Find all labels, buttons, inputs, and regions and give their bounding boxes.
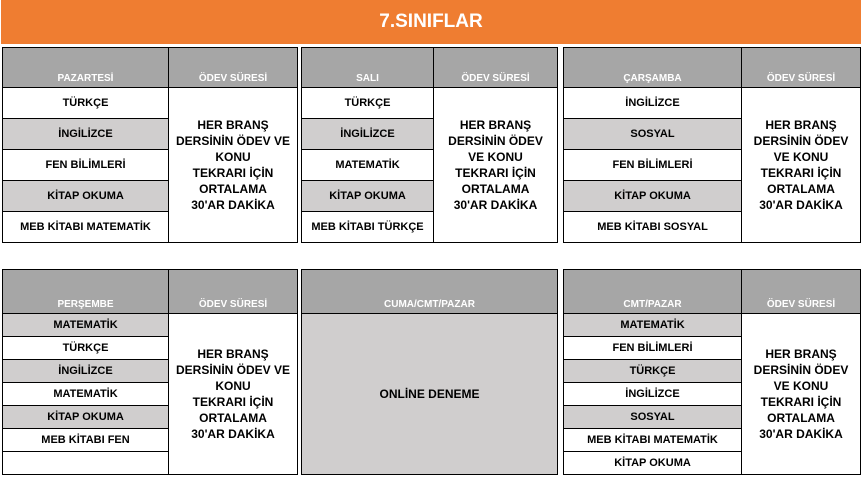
subject-cell: KİTAP OKUMA: [302, 181, 434, 212]
duration-header: ÖDEV SÜRESİ: [169, 48, 298, 88]
subject-cell: [3, 452, 169, 475]
homework-note: [742, 88, 861, 243]
day-header: CUMA/CMT/PAZAR: [302, 270, 558, 314]
note-line: DERSİNİN ÖDEV: [753, 134, 849, 148]
note-line: 30'AR DAKİKA: [453, 198, 538, 212]
homework-note: [434, 88, 558, 243]
note-line: DERSİNİN ÖDEV VE: [175, 134, 291, 148]
subject-cell: KİTAP OKUMA: [564, 452, 742, 475]
note-line: 30'AR DAKİKA: [191, 198, 275, 212]
subject-cell: FEN BİLİMLERİ: [564, 150, 742, 181]
schedule-thursday: [2, 269, 298, 475]
note-line: VE KONU: [773, 150, 829, 164]
duration-header: ÖDEV SÜRESİ: [169, 270, 298, 314]
duration-header: ÖDEV SÜRESİ: [742, 270, 861, 314]
day-header: ÇARŞAMBA: [564, 48, 742, 88]
note-line: HER BRANŞ: [765, 118, 837, 132]
subject-cell: İNGİLİZCE: [3, 119, 169, 150]
subject-cell: MATEMATİK: [3, 383, 169, 406]
subject-cell: İNGİLİZCE: [302, 119, 434, 150]
note-line: DERSİNİN ÖDEV VE: [175, 363, 291, 377]
schedule-wednesday: [563, 47, 861, 243]
note-line: ORTALAMA: [199, 182, 267, 196]
homework-note: [169, 88, 298, 243]
note-line: VE KONU: [468, 150, 523, 164]
subject-cell: MATEMATİK: [3, 314, 169, 337]
subject-cell: MEB KİTABI SOSYAL: [564, 212, 742, 243]
subject-cell: FEN BİLİMLERİ: [3, 150, 169, 181]
note-line: TEKRARI İÇİN: [455, 166, 536, 180]
subject-cell: MATEMATİK: [302, 150, 434, 181]
schedule-monday: [2, 47, 298, 243]
subject-cell: MATEMATİK: [564, 314, 742, 337]
subject-cell: FEN BİLİMLERİ: [564, 337, 742, 360]
duration-header: ÖDEV SÜRESİ: [742, 48, 861, 88]
subject-cell: İNGİLİZCE: [564, 88, 742, 119]
subject-cell: TÜRKÇE: [3, 337, 169, 360]
day-header: CMT/PAZAR: [564, 270, 742, 314]
note-line: ORTALAMA: [767, 411, 835, 425]
subject-cell: MEB KİTABI TÜRKÇE: [302, 212, 434, 243]
subject-cell: KİTAP OKUMA: [3, 181, 169, 212]
page-title: 7.SINIFLAR: [1, 0, 861, 44]
duration-header: ÖDEV SÜRESİ: [434, 48, 558, 88]
note-line: TEKRARI İÇİN: [192, 166, 274, 180]
schedule-friday-weekend: [301, 269, 558, 475]
note-line: ORTALAMA: [767, 182, 835, 196]
note-line: KONU: [215, 379, 251, 393]
day-header: SALI: [302, 48, 434, 88]
note-line: TEKRARI İÇİN: [192, 395, 274, 409]
note-line: HER BRANŞ: [459, 118, 532, 132]
subject-cell: SOSYAL: [564, 406, 742, 429]
homework-note: [742, 314, 861, 475]
subject-cell: KİTAP OKUMA: [3, 406, 169, 429]
subject-cell: İNGİLİZCE: [564, 383, 742, 406]
subject-cell: İNGİLİZCE: [3, 360, 169, 383]
schedule-tuesday: [301, 47, 558, 243]
note-line: 30'AR DAKİKA: [759, 198, 843, 212]
subject-cell: SOSYAL: [564, 119, 742, 150]
homework-note: [169, 314, 298, 475]
note-line: 30'AR DAKİKA: [191, 427, 275, 441]
subject-cell: MEB KİTABI FEN: [3, 429, 169, 452]
online-exam-cell: ONLİNE DENEME: [302, 314, 558, 475]
day-header: PERŞEMBE: [3, 270, 169, 314]
note-line: ORTALAMA: [461, 182, 530, 196]
note-line: DERSİNİN ÖDEV: [753, 363, 849, 377]
subject-cell: TÜRKÇE: [564, 360, 742, 383]
note-line: HER BRANŞ: [197, 118, 269, 132]
subject-cell: KİTAP OKUMA: [564, 181, 742, 212]
note-line: KONU: [215, 150, 251, 164]
note-line: ORTALAMA: [199, 411, 267, 425]
note-line: DERSİNİN ÖDEV: [448, 134, 543, 148]
subject-cell: TÜRKÇE: [3, 88, 169, 119]
day-header: PAZARTESİ: [3, 48, 169, 88]
subject-cell: MEB KİTABI MATEMATİK: [564, 429, 742, 452]
schedule-weekend: [563, 269, 861, 475]
note-line: VE KONU: [773, 379, 829, 393]
note-line: TEKRARI İÇİN: [760, 395, 842, 409]
subject-cell: MEB KİTABI MATEMATİK: [3, 212, 169, 243]
note-line: 30'AR DAKİKA: [759, 427, 843, 441]
note-line: HER BRANŞ: [765, 347, 837, 361]
note-line: TEKRARI İÇİN: [760, 166, 842, 180]
note-line: HER BRANŞ: [197, 347, 269, 361]
subject-cell: TÜRKÇE: [302, 88, 434, 119]
